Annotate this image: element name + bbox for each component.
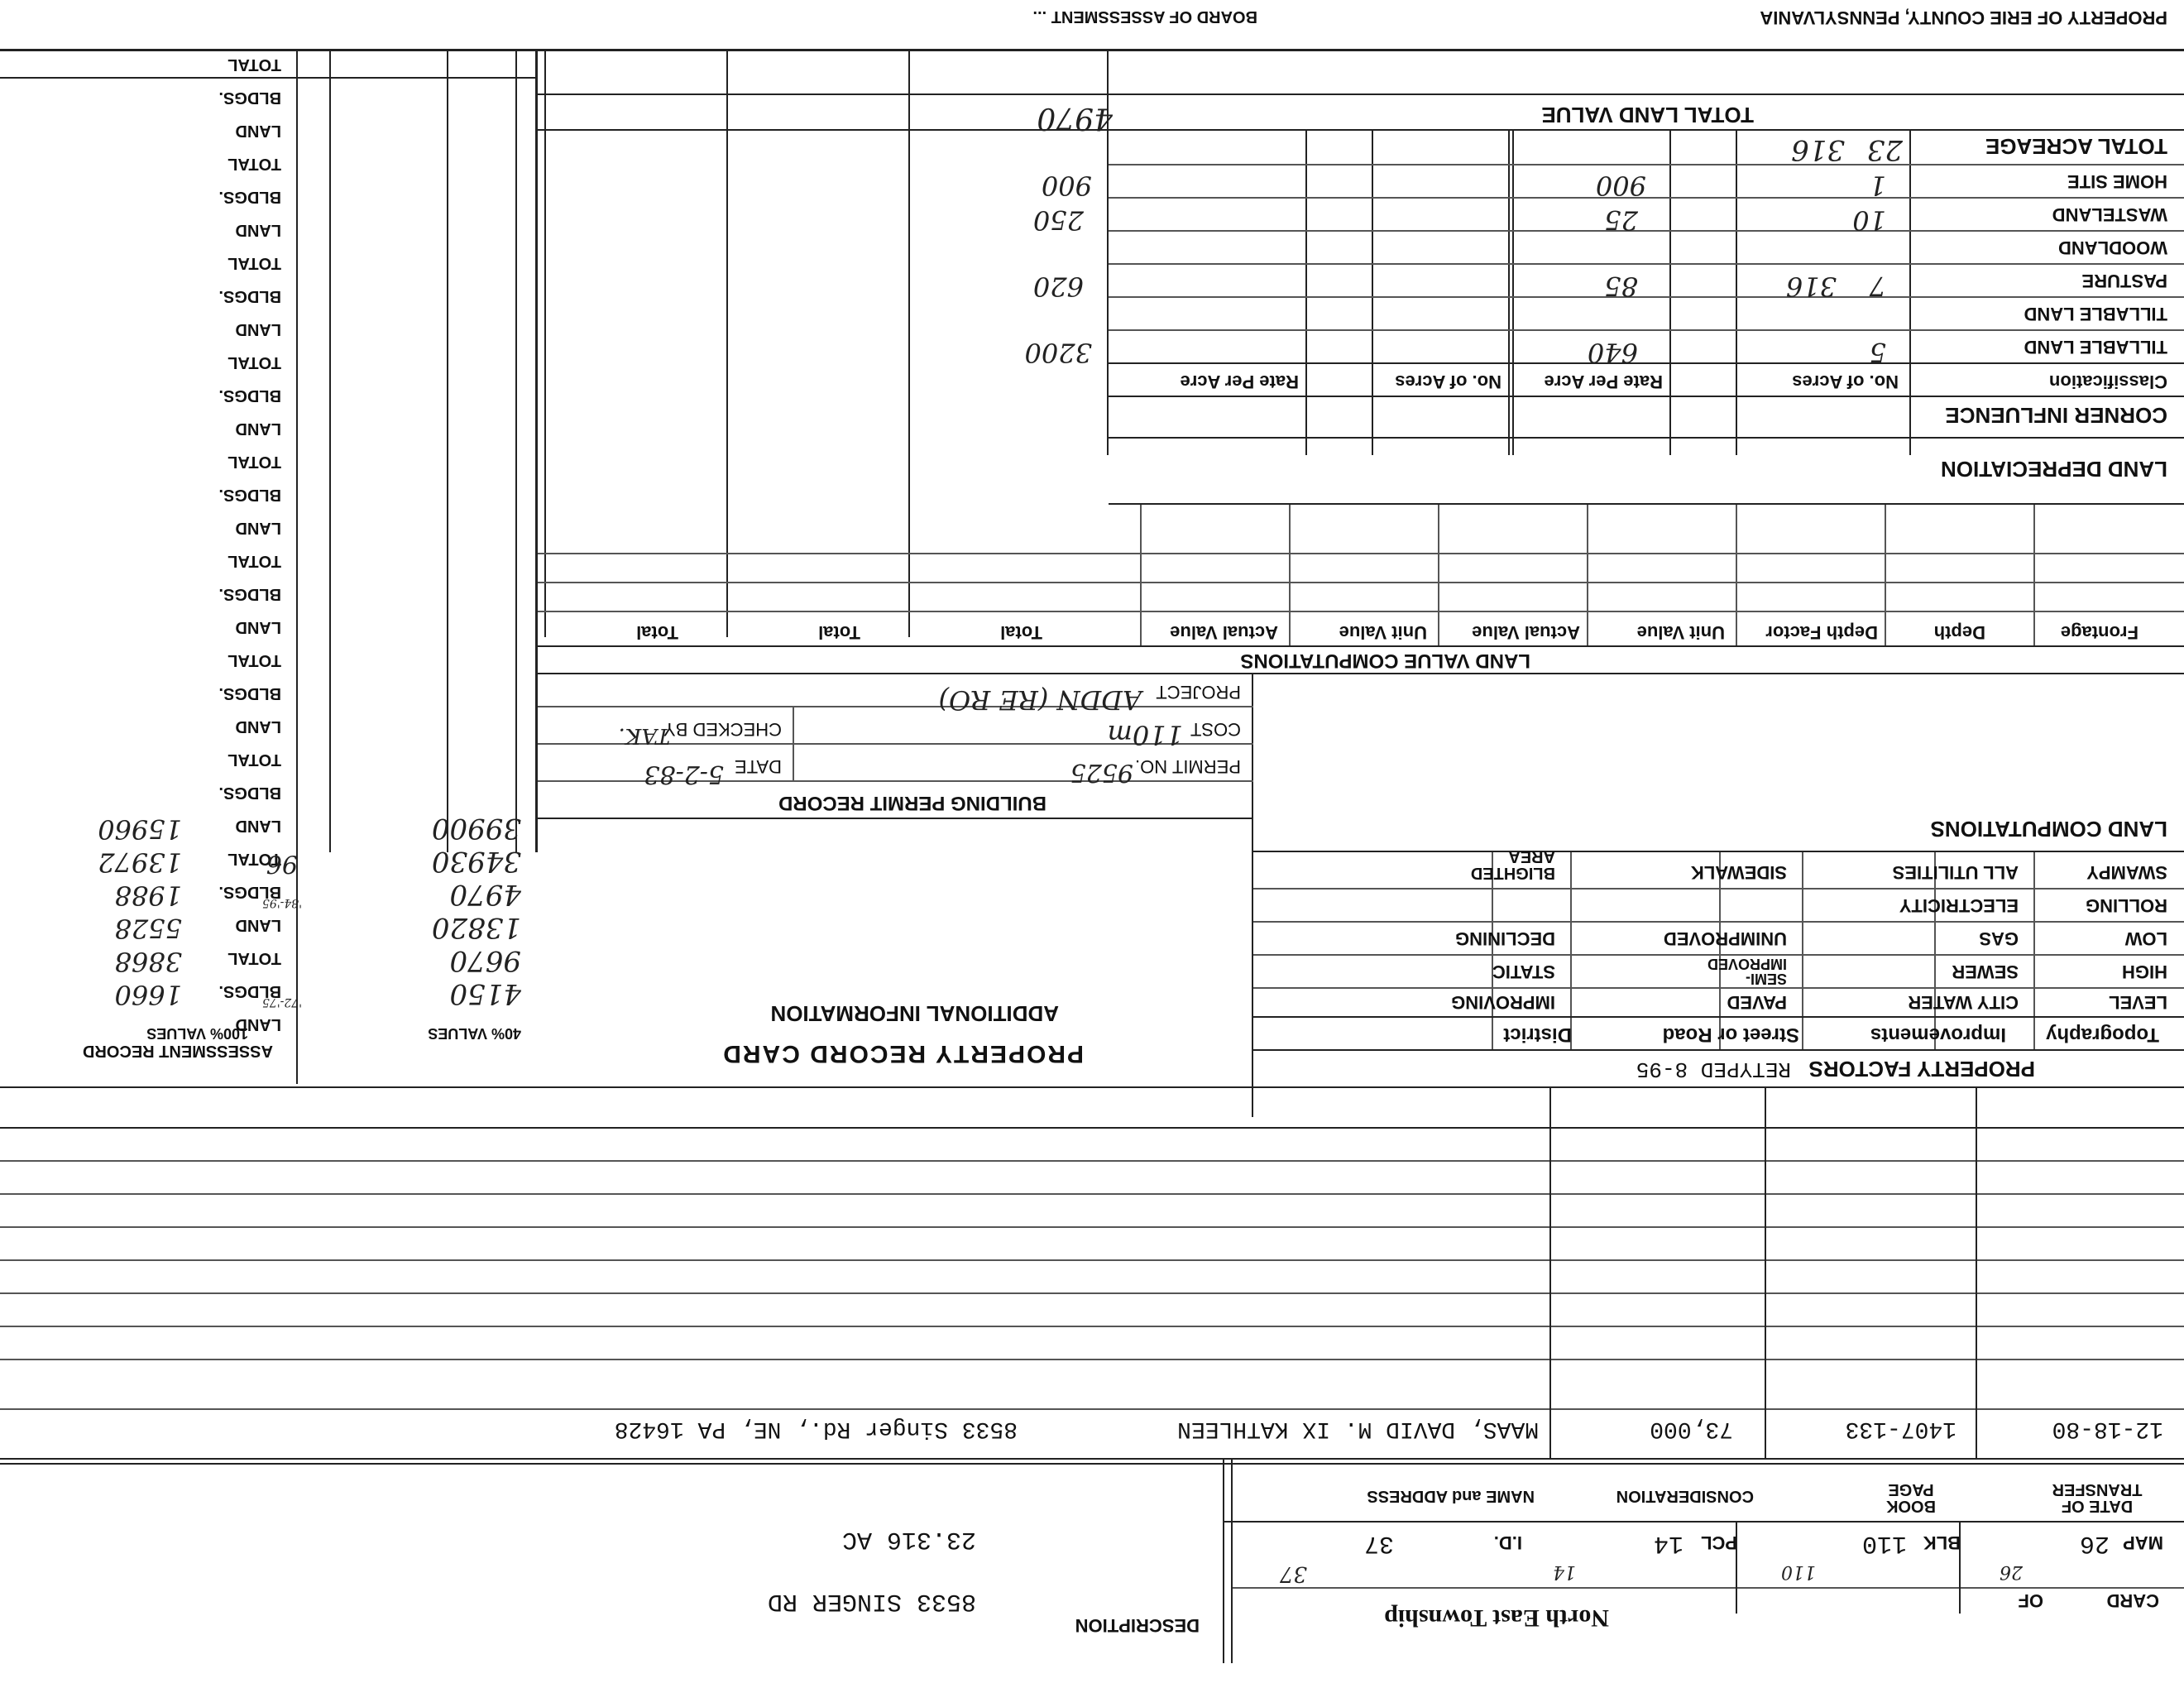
rule-lvc: [538, 673, 2184, 674]
total-land-value: 4970: [1037, 101, 1113, 135]
header-total-2: Total: [818, 622, 860, 643]
row-pasture-acres: 7: [1869, 271, 1886, 302]
rule-desc-b: [1223, 1460, 1224, 1663]
pf-sewer: SEWER: [1952, 961, 2019, 982]
rule-class-v4: [1512, 131, 1514, 455]
pf-city-water: CITY WATER: [1908, 992, 2019, 1013]
rule-tlv-v1: [1107, 51, 1109, 131]
row-home-site-label: HOME SITE: [2067, 171, 2167, 192]
date-label: DATE: [734, 756, 782, 777]
header-unit-value-1: Unit Value: [1636, 622, 1725, 643]
pf-sidewalk: SIDEWALK: [1690, 862, 1787, 883]
as-label-8: LAND: [235, 320, 281, 338]
pcl-value: 14: [1653, 1529, 1684, 1557]
rule-desc-a: [1231, 1460, 1233, 1663]
rule-pf-r4: [1253, 987, 2184, 989]
rule-f4: [1587, 505, 1588, 647]
as-label-17: LAND: [235, 618, 281, 636]
rule-pf6: [1492, 852, 1493, 1051]
rule-r10: [1109, 503, 2184, 505]
pf-improving: IMPROVING: [1451, 992, 1555, 1013]
rule-f1: [2033, 505, 2035, 647]
permit-no-value: 9525: [1070, 758, 1133, 787]
land-value-computations-label: LAND VALUE COMPUTATIONS: [1240, 650, 1530, 672]
rule-r1: [1109, 164, 2184, 165]
as-label-2: LAND: [235, 122, 281, 140]
rule-tlv-bottom: [538, 129, 2184, 131]
retyped-note: RETYPED 8-95: [1636, 1057, 1791, 1081]
as-label-19: BLDGS.: [218, 684, 281, 703]
rule-class-v3: [1669, 131, 1671, 455]
rule-class-v5: [1372, 131, 1373, 455]
row-wasteland-acres: 10: [1852, 204, 1886, 236]
rule-assess-c: [329, 50, 331, 852]
rule-permit-r1: [538, 706, 1253, 707]
as-label-3: TOTAL: [228, 155, 281, 173]
rule-col-a: [908, 51, 910, 637]
pf-street-or-road: Street or Road: [1662, 1024, 1799, 1046]
as-100-bldgs-96: 34930: [431, 845, 521, 878]
rule-f-r3: [538, 611, 2184, 612]
rule-r7: [1109, 362, 2184, 364]
rule-parcel-v2: [1736, 1523, 1737, 1614]
rule-t12: [0, 1463, 2184, 1465]
property-factors-title: PROPERTY FACTORS: [1808, 1057, 2035, 1081]
pf-low: LOW: [2124, 928, 2167, 949]
pf-district: District: [1503, 1024, 1572, 1046]
as-label-14: LAND: [235, 519, 281, 537]
map-value: 26: [2079, 1529, 2110, 1557]
rule-f-r4: [538, 645, 2184, 647]
transfer-book-page: 1407-133: [1845, 1416, 1956, 1441]
date-value: 5-2-83: [644, 760, 724, 789]
rule-t1: [0, 1127, 2184, 1129]
rule-col-b: [726, 51, 728, 637]
row-woodland-label: WOODLAND: [2058, 237, 2167, 258]
row-home-site-acres: 1: [1869, 170, 1886, 201]
pf-level: LEVEL: [2109, 992, 2167, 1013]
blk-label: BLK: [1923, 1532, 1961, 1553]
rule-f5: [1438, 505, 1439, 647]
id-label: I.D.: [1493, 1532, 1522, 1553]
as-label-16: BLDGS.: [218, 585, 281, 603]
as-label-0: TOTAL: [228, 55, 281, 74]
pf-paved: PAVED: [1727, 992, 1787, 1013]
rule-f3: [1736, 505, 1737, 647]
header-total-1: Total: [1000, 622, 1042, 643]
as-label-20: LAND: [235, 717, 281, 736]
id-value: 37: [1363, 1529, 1394, 1557]
rule-assess-a: [515, 50, 517, 852]
header-acres-2: No. of Acres: [1395, 372, 1502, 392]
project-label: PROJECT: [1156, 682, 1241, 703]
map-handwritten: 26: [2000, 1561, 2023, 1582]
as-label-26: LAND: [235, 916, 281, 934]
rule-f7: [1140, 505, 1142, 647]
checked-by-label: CHECKED BY: [663, 719, 782, 740]
as-100-land-84: 4970: [449, 878, 521, 911]
as-label-1: BLDGS.: [218, 89, 281, 107]
rule-t9: [0, 1408, 2184, 1410]
rule-class-v4b: [1508, 131, 1510, 455]
as-record-title: ASSESSMENT RECORD: [82, 1042, 273, 1060]
header-unit-value-2: Unit Value: [1339, 622, 1427, 643]
transfer-consideration: 73,000: [1650, 1416, 1733, 1441]
as-label-29: LAND: [235, 1015, 281, 1033]
header-actual-value-1: Actual Value: [1472, 622, 1580, 643]
rule-f6: [1289, 505, 1291, 647]
rule-r5: [1109, 296, 2184, 298]
rule-class-v2: [1736, 131, 1737, 455]
rule-class-v7: [1107, 131, 1109, 455]
rule-pf7: [1252, 869, 1253, 1117]
header-classification: Classification: [2048, 372, 2167, 392]
pf-rolling: ROLLING: [2086, 895, 2167, 916]
rule-permit-v: [793, 707, 794, 782]
as-label-6: TOTAL: [228, 254, 281, 272]
row-tillable-2-acres: 5: [1869, 337, 1886, 368]
header-actual-value-2: Actual Value: [1170, 622, 1278, 643]
as-label-15: TOTAL: [228, 552, 281, 570]
rule-t4: [0, 1226, 2184, 1228]
rule-t8: [0, 1359, 2184, 1360]
cost-value: 110m: [1107, 719, 1183, 750]
as-label-21: TOTAL: [228, 750, 281, 769]
header-frontage: Frontage: [2060, 622, 2138, 643]
rule-t5: [0, 1259, 2184, 1261]
transfer-address: 8533 Singer Rd., NE, PA 16428: [614, 1416, 1018, 1441]
header-name-address: NAME and ADDRESS: [1367, 1487, 1535, 1505]
cost-label: COST: [1190, 719, 1241, 740]
total-land-value-label: TOTAL LAND VALUE: [1541, 103, 1754, 127]
rule-pf-r6: [1253, 1049, 2184, 1051]
pf-topography: Topography: [2046, 1024, 2159, 1046]
as-label-18: TOTAL: [228, 651, 281, 669]
rule-class-v6: [1305, 131, 1307, 455]
header-total-3: Total: [636, 622, 678, 643]
row-tillable-2-label: TILLABLE LAND: [2024, 337, 2167, 357]
row-wasteland-label: WASTELAND: [2052, 204, 2167, 225]
additional-information-title: ADDITIONAL INFORMATION: [770, 1001, 1059, 1026]
as-100-total-96: 39900: [431, 812, 521, 845]
pf-declining: DECLINING: [1455, 928, 1555, 949]
row-pasture-value: 620: [1032, 271, 1084, 302]
board-of-assessment: BOARD OF ASSESSMENT ...: [1032, 7, 1257, 26]
rule-t10: [0, 1458, 2184, 1460]
as-label-23: LAND: [235, 817, 281, 835]
rule-as-top: [0, 77, 538, 79]
rule-pf1: [2033, 852, 2035, 1051]
as-year-72: '72-'75: [261, 995, 302, 1009]
as-40-land-72: 1660: [114, 979, 182, 1010]
rule-t11: [1224, 1521, 2184, 1523]
id-handwritten: 37: [1279, 1561, 1307, 1586]
rule-main-divider: [0, 1086, 2184, 1088]
as-100-title: 100% VALUES: [146, 1025, 248, 1042]
as-40-total-72: 5528: [114, 913, 182, 944]
header-date-of-transfer: DATE OF TRANSFER: [2052, 1480, 2143, 1515]
as-label-27: TOTAL: [228, 949, 281, 967]
checked-by-value: TAK.: [618, 723, 670, 748]
rule-f-r2: [538, 582, 2184, 583]
rule-t7: [0, 1326, 2184, 1327]
row-wasteland-rate: 25: [1604, 204, 1638, 236]
township-name: North East Township: [1384, 1604, 1609, 1632]
row-home-site-value: 900: [1041, 170, 1092, 201]
land-depreciation-label: LAND DEPRECIATION: [1941, 457, 2167, 482]
as-label-11: LAND: [235, 420, 281, 438]
rule-r4: [1109, 263, 2184, 265]
of-label: OF: [2018, 1590, 2043, 1611]
rule-tv1: [1976, 1087, 1977, 1460]
pcl-handwritten: 14: [1553, 1561, 1576, 1582]
as-40-title: 40% VALUES: [428, 1025, 521, 1042]
rule-permit-r4: [538, 818, 1253, 819]
pf-blighted-area: BLIGHTED AREA: [1470, 847, 1555, 882]
blk-handwritten: 110: [1781, 1561, 1816, 1582]
rule-parcel-v1: [1959, 1523, 1961, 1614]
card-label: CARD: [2106, 1590, 2159, 1611]
blk-value: 110: [1861, 1529, 1907, 1557]
pcl-label: PCL: [1701, 1532, 1737, 1553]
transfer-date: 12-18-80: [2052, 1416, 2163, 1441]
as-label-10: BLDGS.: [218, 386, 281, 405]
row-tillable-2-rate: 640: [1587, 337, 1638, 368]
as-year-84: '84-'95: [261, 896, 302, 909]
as-label-9: TOTAL: [228, 353, 281, 372]
rule-r9: [1109, 437, 2184, 439]
transfer-name: MAAS, DAVID M. IX KATHLEEN: [1177, 1416, 1539, 1441]
as-label-7: BLDGS.: [218, 287, 281, 305]
as-label-24: TOTAL: [228, 850, 281, 868]
header-consideration: CONSIDERATION: [1616, 1487, 1754, 1505]
rule-t2: [0, 1160, 2184, 1162]
row-pasture-label: PASTURE: [2081, 271, 2167, 291]
rule-pf5: [1570, 852, 1572, 1051]
rule-r3: [1109, 230, 2184, 232]
as-label-13: BLDGS.: [218, 486, 281, 504]
rule-tv2: [1765, 1087, 1766, 1460]
pf-all-utilities: ALL UTILITIES: [1892, 862, 2019, 883]
header-acres-1: No. of Acres: [1792, 372, 1899, 392]
as-label-4: BLDGS.: [218, 188, 281, 206]
row-pasture-frac: 316: [1785, 271, 1837, 302]
row-pasture-rate: 85: [1604, 271, 1638, 302]
rule-f-r1: [538, 553, 2184, 554]
rule-parcel: [1233, 1587, 2184, 1589]
map-label: MAP: [2123, 1532, 2163, 1553]
building-permit-title: BUILDING PERMIT RECORD: [778, 792, 1046, 814]
description-label: DESCRIPTION: [1075, 1615, 1200, 1636]
rule-class-v1: [1909, 131, 1911, 455]
rule-t3: [0, 1193, 2184, 1195]
rule-as-v: [296, 50, 298, 1084]
rule-pf3: [1802, 852, 1803, 1051]
pf-improvements: Improvements: [1870, 1024, 2006, 1046]
rule-t6: [0, 1292, 2184, 1294]
description-acreage: 23.316 AC: [841, 1525, 976, 1553]
header-rate-1: Rate Per Acre: [1544, 372, 1663, 392]
rule-pf-r1: [1253, 888, 2184, 890]
as-100-land-72: 4150: [449, 977, 521, 1010]
as-label-12: TOTAL: [228, 453, 281, 471]
property-of-erie-county: PROPERTY OF ERIE COUNTY, PENNSYLVANIA: [1760, 7, 2167, 28]
as-40-total-96: 15960: [98, 813, 182, 845]
pf-swampy: SWAMPY: [2086, 862, 2167, 883]
land-computations-label: LAND COMPUTATIONS: [1930, 817, 2167, 842]
pf-high: HIGH: [2122, 961, 2167, 982]
pf-electricity: ELECTRICITY: [1899, 895, 2019, 916]
as-year-96: 96: [266, 849, 298, 878]
rule-tlv: [538, 94, 2184, 95]
permit-no-label: PERMIT NO.: [1135, 756, 1241, 777]
rule-r8: [1109, 396, 2184, 397]
header-depth-factor: Depth Factor: [1765, 622, 1878, 643]
rule-f2: [1885, 505, 1886, 647]
rule-pf-r2: [1253, 921, 2184, 923]
row-wasteland-value: 250: [1032, 204, 1084, 236]
rule-pf-r5: [1253, 1016, 2184, 1018]
description-address: 8533 SINGER RD: [767, 1587, 976, 1615]
pf-static: STATIC: [1492, 961, 1555, 982]
pf-gas: GAS: [1979, 928, 2019, 949]
pf-unimproved: UNIMPROVED: [1663, 928, 1787, 949]
total-acreage-acres: 23: [1866, 133, 1903, 166]
row-tillable-2-value: 3200: [1024, 337, 1092, 368]
rule-col-c: [544, 51, 546, 637]
as-40-land-84: 1988: [114, 880, 182, 911]
property-record-card-title: PROPERTY RECORD CARD: [721, 1040, 1084, 1067]
rule-r6: [1109, 329, 2184, 331]
header-depth: Depth: [1933, 622, 1985, 643]
total-acreage-frac: 316: [1791, 133, 1845, 166]
project-value: ADDN (RE RO): [938, 684, 1142, 716]
as-label-22: BLDGS.: [218, 784, 281, 802]
rule-top: [0, 49, 2184, 51]
corner-influence-label: CORNER INFLUENCE: [1945, 403, 2167, 428]
as-label-25: BLDGS.: [218, 883, 281, 901]
row-tillable-1-label: TILLABLE LAND: [2024, 304, 2167, 324]
rule-permit-left: [1252, 674, 1253, 869]
rule-land-panel-right: [535, 50, 538, 852]
as-label-28: BLDGS.: [218, 982, 281, 1000]
rule-tv3: [1549, 1087, 1551, 1460]
as-label-5: LAND: [235, 221, 281, 239]
header-book-page: BOOK PAGE: [1886, 1480, 1936, 1515]
as-40-bldgs-96: 13972: [98, 846, 182, 878]
as-40-bldgs-72: 3868: [114, 946, 182, 977]
rule-r2: [1109, 197, 2184, 199]
total-acreage-label: TOTAL ACREAGE: [1985, 134, 2167, 159]
as-100-total-72: 13820: [431, 911, 521, 944]
rule-assess-b: [447, 50, 448, 852]
row-home-site-rate: 900: [1595, 170, 1646, 201]
pf-semi-improved: SEMI-IMPROVED: [1707, 956, 1787, 987]
as-100-bldgs-72: 9670: [449, 944, 521, 977]
header-rate-2: Rate Per Acre: [1180, 372, 1299, 392]
